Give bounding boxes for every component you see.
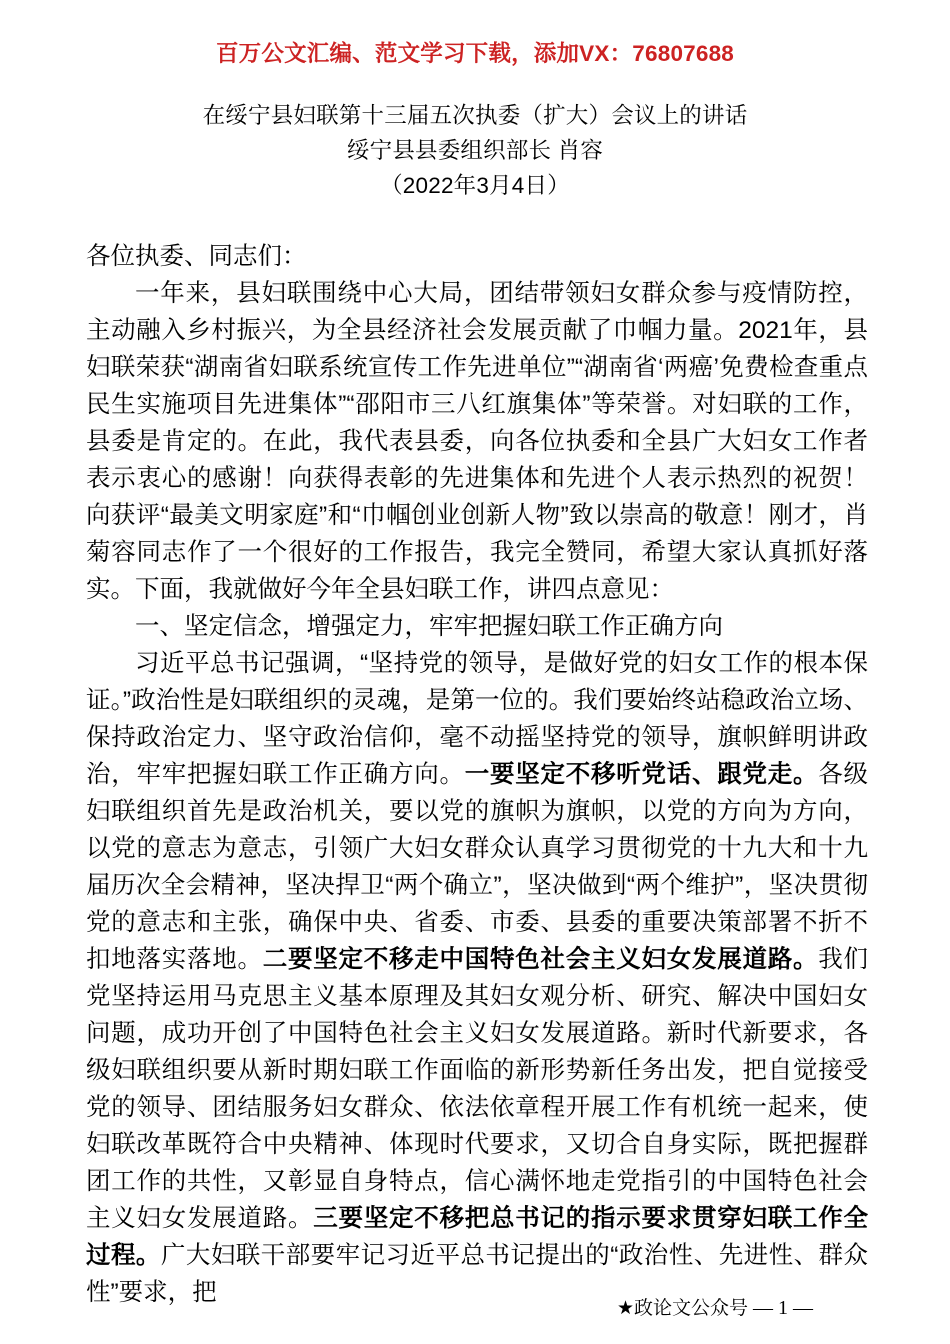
page-footer: [0, 1295, 950, 1322]
footer-inner: [617, 1295, 813, 1322]
footer-watermark-label: ★政论文公众号: [616, 1298, 749, 1319]
paragraph-host: [86, 275, 868, 1311]
p-heading-1: [86, 608, 868, 645]
text-run: 各级妇联组织首先是政治机关，要以党的旗帜为旗帜，以党的方向为方向，以党的意志为意志，引领广大妇女群众认真学习贯彻党的十九大和十九届历次全会精神，坚决捍卫“两个确立”，坚决做到“两个维护”，坚决贯彻党的意志和主张，确保中央、省委、市委、县委的重要决策部署不折不扣地落实落地。: [86, 761, 868, 973]
text-run: 一年来，县妇联围绕中心大局，团结带领妇女群众参与疫情防控，主动融入乡村振兴，为全县经济社会发展贡献了巾帼力量。2021年，县妇联荣获“湖南省妇联系统宣传工作先进单位”“湖南省‘两癌’免费检查重点民生实施项目先进集体”“邵阳市三八红旗集体”等荣誉。对妇联的工作，县委是肯定的。在此，我代表县委，向各位执委和全县广大妇女工作者表示衷心的感谢！向获得表彰的先进集体和先进个人表示热烈的祝贺！向获评“最美文明家庭”和“巾帼创业创新人物”致以崇高的敬意！刚才，肖菊容同志作了一个很好的工作报告，我完全赞同，希望大家认真抓好落实。下面，我就做好今年全县妇联工作，讲四点意见：: [86, 280, 868, 603]
text-run: 一、坚定信念，增强定力，牢牢把握妇联工作正确方向: [135, 613, 723, 640]
promo-banner-text: 百万公文汇编、范文学习下载，添加VX：76807688: [215, 41, 735, 66]
emphasis-run: 一要坚定不移听党话、跟党走。: [464, 761, 819, 788]
emphasis-run: 三要坚定不移把总书记的指示要求贯穿妇联工作全过程。: [86, 1205, 868, 1269]
p-section-1-body: [86, 645, 868, 1311]
document-date: （2022年3月4日）: [380, 173, 570, 198]
text-run: 习近平总书记强调，“坚持党的领导，是做好党的妇女工作的根本保证。”政治性是妇联组织的灵魂，是第一位的。我们要始终站稳政治立场、保持政治定力、坚守政治信仰，毫不动摇坚持党的领导，旗帜鲜明讲政治，牢牢把握妇联工作正确方向。: [86, 650, 868, 788]
p-opening: [86, 275, 868, 608]
document-body: [86, 238, 868, 1311]
text-run: 我们党坚持运用马克思主义基本原理及其妇女观分析、研究、解决中国妇女问题，成功开创了中国特色社会主义妇女发展道路。新时代新要求，各级妇联组织要从新时期妇联工作面临的新形势新任务出发，把自觉接受党的领导、团结服务妇女群众、依法依章程开展工作有机统一起来，使妇联改革既符合中央精神、体现时代要求，又切合自身实际，既把握群团工作的共性，又彰显自身特点，信心满怀地走党指引的中国特色社会主义妇女发展道路。: [86, 946, 868, 1232]
footer-page-number: — 1 —: [753, 1297, 814, 1319]
document-title: 在绥宁县妇联第十三届五次执委（扩大）会议上的讲话: [202, 103, 748, 128]
emphasis-run: 二要坚定不移走中国特色社会主义妇女发展道路。: [262, 946, 819, 973]
document-title-block: [0, 98, 950, 203]
document-byline: 绥宁县县委组织部长 肖容: [346, 138, 604, 163]
text-run: 广大妇联干部要牢记习近平总书记提出的“政治性、先进性、群众性”要求，把: [86, 1242, 869, 1306]
salutation: 各位执委、同志们：: [86, 243, 307, 270]
